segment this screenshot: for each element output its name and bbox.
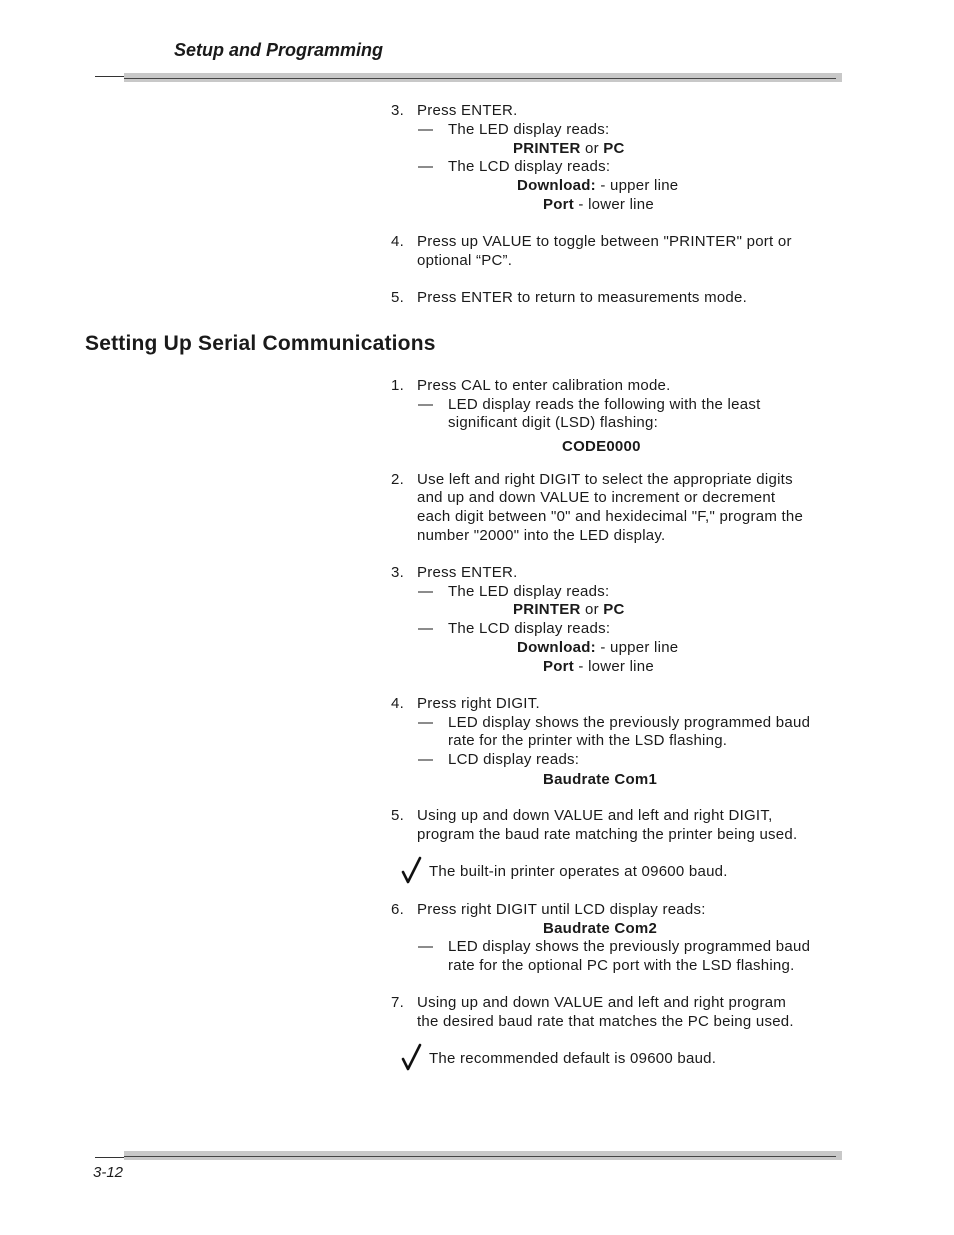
readout-pc: PC (603, 140, 625, 157)
display-readout: Baudrate Com2 (543, 920, 658, 937)
step-text: Press ENTER. (417, 564, 518, 581)
readout-lower-line: - lower line (578, 196, 654, 213)
step-number: 7. (391, 994, 405, 1011)
step-text: Press up VALUE to toggle between "PRINTER" port or (417, 233, 792, 250)
step-text: optional “PC”. (417, 252, 513, 269)
readout-printer: PRINTER (513, 140, 581, 157)
step-text: Use left and right DIGIT to select the appropriate digits (417, 471, 793, 488)
step-text: Press CAL to enter calibration mode. (417, 377, 671, 394)
section-heading: Setting Up Serial Communications (85, 332, 436, 355)
readout-port: Port (543, 658, 574, 675)
display-readout (543, 657, 654, 676)
substep-text: LED display shows the previously programmed baud (448, 714, 811, 731)
step-text: number "2000" into the LED display. (417, 527, 666, 544)
display-readout (517, 638, 678, 657)
step-number: 3. (391, 564, 405, 581)
display-readout (517, 176, 678, 195)
display-readout (543, 195, 654, 214)
note-text: The built-in printer operates at 09600 baud. (429, 863, 728, 880)
dash-bullet: — (418, 751, 434, 768)
step-number: 3. (391, 102, 405, 119)
dash-bullet: — (418, 620, 434, 637)
step-text: Using up and down VALUE and left and right DIGIT, (417, 807, 773, 824)
dash-bullet: — (418, 158, 434, 175)
checkmark-icon (400, 1043, 422, 1071)
dash-bullet: — (418, 583, 434, 600)
step-number: 2. (391, 471, 405, 488)
readout-lower-line: - lower line (578, 658, 654, 675)
note-text: The recommended default is 09600 baud. (429, 1050, 717, 1067)
substep-text: LED display reads the following with the least (448, 396, 761, 413)
header-section-title: Setup and Programming (174, 40, 384, 60)
readout-pc: PC (603, 601, 625, 618)
readout-download: Download: (517, 177, 596, 194)
page-number: 3-12 (93, 1164, 124, 1181)
dash-bullet: — (418, 396, 434, 413)
substep-text: rate for the printer with the LSD flashing. (448, 732, 728, 749)
step-text: Press ENTER. (417, 102, 518, 119)
step-number: 4. (391, 695, 405, 712)
readout-download: Download: (517, 639, 596, 656)
footer-rule-bar (124, 1151, 842, 1160)
step-text: each digit between "0" and hexidecimal "F," program the (417, 508, 804, 525)
readout-upper-line: - upper line (600, 177, 679, 194)
step-text: and up and down VALUE to increment or decrement (417, 489, 776, 506)
step-text: program the baud rate matching the printer being used. (417, 826, 798, 843)
step-text: the desired baud rate that matches the PC being used. (417, 1013, 794, 1030)
readout-or: or (585, 140, 599, 157)
substep-text: LCD display reads: (448, 751, 580, 768)
readout-or: or (585, 601, 599, 618)
checkmark-icon (400, 856, 422, 884)
readout-printer: PRINTER (513, 601, 581, 618)
substep-text: The LED display reads: (448, 121, 610, 138)
step-text: Press right DIGIT until LCD display reads: (417, 901, 706, 918)
step-number: 5. (391, 289, 405, 306)
dash-bullet: — (418, 938, 434, 955)
step-number: 5. (391, 807, 405, 824)
step-number: 6. (391, 901, 405, 918)
step-text: Press right DIGIT. (417, 695, 540, 712)
display-readout: Baudrate Com1 (543, 771, 658, 788)
dash-bullet: — (418, 714, 434, 731)
display-readout: CODE0000 (562, 438, 641, 455)
readout-upper-line: - upper line (600, 639, 679, 656)
step-text: Using up and down VALUE and left and right program (417, 994, 787, 1011)
display-readout (513, 600, 625, 619)
display-readout (513, 139, 625, 158)
step-number: 4. (391, 233, 405, 250)
readout-port: Port (543, 196, 574, 213)
substep-text: significant digit (LSD) flashing: (448, 414, 659, 431)
substep-text: The LED display reads: (448, 583, 610, 600)
substep-text: The LCD display reads: (448, 158, 611, 175)
dash-bullet: — (418, 121, 434, 138)
substep-text: rate for the optional PC port with the LSD flashing. (448, 957, 795, 974)
step-number: 1. (391, 377, 405, 394)
substep-text: LED display shows the previously programmed baud (448, 938, 811, 955)
step-text: Press ENTER to return to measurements mode. (417, 289, 748, 306)
substep-text: The LCD display reads: (448, 620, 611, 637)
